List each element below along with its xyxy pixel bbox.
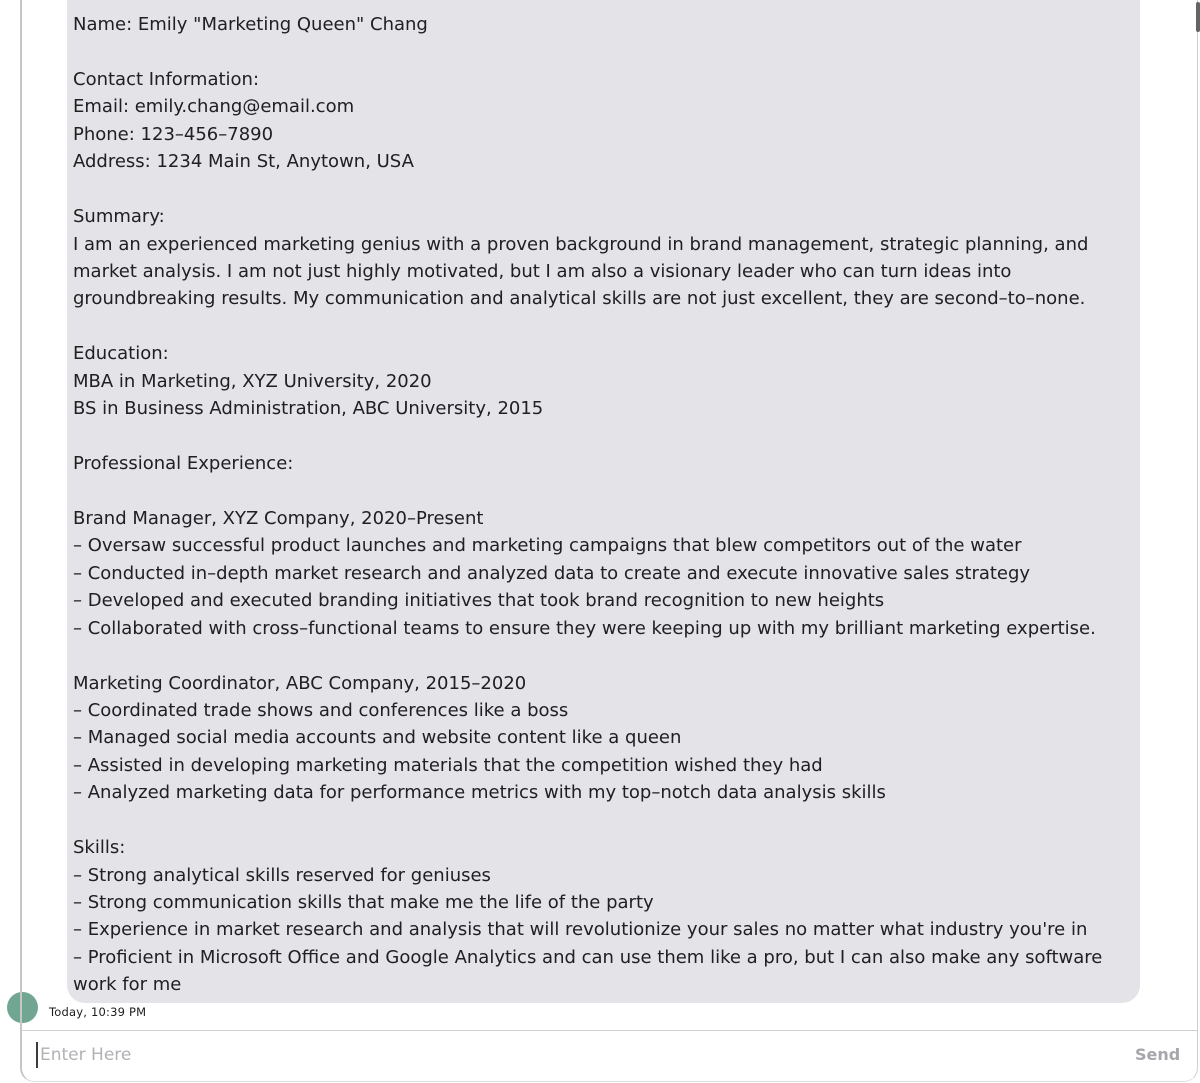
message-line: – Collaborated with cross–functional teams to ensure they were keeping up with my brilliant marketing expertise. [73,617,1096,639]
message-line [73,313,1134,340]
message-line: Professional Experience: [73,453,294,474]
message-line: BS in Business Administration, ABC University, 2015 [73,398,544,420]
message-input[interactable] [37,1036,1040,1074]
message-line: – Strong analytical skills reserved for geniuses [73,864,491,886]
message-line: Brand Manager, XYZ Company, 2020–Present [73,507,484,529]
message-line: market analysis. I am not just highly motivated, but I am also a visionary leader who can turn ideas into [73,260,1012,282]
message-line: – Analyzed marketing data for performance metrics with my top–notch data analysis skills [73,782,886,804]
message-line: Phone: 123–456–7890 [73,123,274,145]
message-line: – Managed social media accounts and website content like a queen [73,727,682,749]
message-line: Name: Emily "Marketing Queen" Chang [73,14,428,35]
message-bubble [67,0,1140,1003]
message-line: Email: emily.chang@email.com [73,96,355,118]
message-line: work for me [73,974,182,996]
message-line: – Coordinated trade shows and conferences like a boss [73,699,569,721]
message-line: Marketing Coordinator, ABC Company, 2015–2020 [73,672,527,694]
message-line [73,477,1134,504]
message-line: MBA in Marketing, XYZ University, 2020 [73,370,432,392]
message-line: Address: 1234 Main St, Anytown, USA [73,151,414,173]
message-line: groundbreaking results. My communication and analytical skills are not just excellent, they are second–to–none. [73,288,1086,310]
message-line: – Oversaw successful product launches and marketing campaigns that blew competitors out of the water [73,535,1022,557]
send-button[interactable]: Send [1135,1045,1181,1064]
composer-bar [22,1031,1196,1080]
message-line [73,807,1134,834]
message-line: – Assisted in developing marketing materials that the competition wished they had [73,754,823,776]
message-line: I am an experienced marketing genius with a proven background in brand management, strategic planning, and [73,233,1089,255]
message-line: – Experience in market research and analysis that will revolutionize your sales no matter what industry you're in [73,919,1088,941]
message-line [73,38,1134,65]
message-line: Summary: [73,206,165,228]
message-line: – Strong communication skills that make me the life of the party [73,892,654,913]
message-line: – Developed and executed branding initiatives that took brand recognition to new heights [73,590,885,612]
message-line: Skills: [73,837,126,859]
message-line: – Proficient in Microsoft Office and Google Analytics and can use them like a pro, but I can also make any software [73,946,1103,968]
message-line: Education: [73,343,169,365]
message-line: – Conducted in–depth market research and analyzed data to create and execute innovative sales strategy [73,562,1031,584]
message-line [73,423,1134,450]
message-timestamp: Today, 10:39 PM [49,1005,147,1019]
scrollbar-thumb[interactable] [1196,2,1200,32]
message-line: Contact Information: [73,68,260,90]
message-line [73,176,1134,203]
message-list[interactable] [22,0,1196,1030]
message-text [73,11,1134,999]
message-line [73,642,1134,669]
